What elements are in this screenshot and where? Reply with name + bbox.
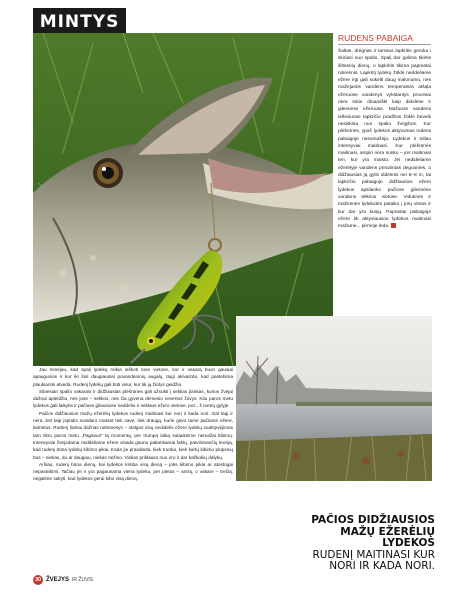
pull-quote-line: MAŽŲ EŽERĖLIŲ LYDEKOS <box>340 525 435 549</box>
magazine-name: ŽVEJYS <box>46 577 70 583</box>
end-mark-icon <box>391 223 396 228</box>
section-tag: MINTYS <box>33 8 126 36</box>
page-number: 30 <box>34 577 42 583</box>
article-paragraph: Jau minėjau, kad spalį lydekų reikia ieškoti tose vietose, kur ir vasarą buvo gausiai apaugusios ir kur iki šiol daugiausiai povandeninių augalų, taigi akivaizdu, kad pastebima plaukiantis atveda. Rudenį lydekų gali būti visur, kur tik jų žirdys geidžia. <box>33 367 233 387</box>
sidebar-body-text: Šaltas, drėgnas ir tamsus lapkritis geroka i skiriasi nuo spalio. Spalį dar galima tikėtis šiltesnių dienų, o lapkritis tikima paprastai niūresnis. Lapkritį lydekų žūklė neddeliame ežere irgi gali sukelti daug malonumo, nes mažėjantis vandens temperatūra atšąla ežeruose vandenys vykstantys procesai nėra tokie dinamiški kaip didelėse ir gilesnėse ežeruose. Mažuose vandens telkiniuose lapkričio pradžios žūklė beveik nesiskiria nuo spalio žvejybos. Kur plėšrūnės, ypač lydekos aktyvumas rudens pabaigoje nesumažėja. Lydekos ir toliau intensyviai maitinasi. Kur plėšrūnės maitinasi, ampiri nėra sunku – jos maitinasi ten, kur yra maisto. Jei nedideliame ežerėlyje vandens prisotintas deguonies, o didžiausias ją gylis didesnis nei 6–8 m, tai lapkričio pabaigoje didžiausios ežero lydekos apsilanko pačiose gilesnėse vandens telkinio vietose. Vidutinės ir mažesnės lydekutės pataiko į jūrų vietas ir kur dar yra kuojų. Paprastai pabaigoje ežere tik aktyviausios lydekos maitinasi mažame... <box>338 49 431 230</box>
article-body <box>33 366 233 566</box>
sidebar-text <box>338 48 431 230</box>
sidebar-end-text: pirmoje leda. <box>361 224 390 230</box>
pull-quote-line: NORI IR KADA NORI. <box>329 560 435 572</box>
sidebar-column <box>338 33 431 315</box>
article-paragraph: Aršiau, rudenį būna dienų, kai lydekos kimba visą dieną – joks kibimo pikai ar atostogai nepastebimi. Tačiau jei ir yra pagaunama viena lydeka, per pietus – antrą, o vakare – trečią, negalime sakyti, kad lydekos gerai kibo visą dieną. <box>33 461 233 482</box>
sidebar-heading: RUDENS PABAIGA <box>338 33 431 45</box>
pull-quote <box>300 515 435 573</box>
article-paragraph: Pačios didžiausios mažų ežerėlių lydekos rudenį maitinasi kur nori ir kada nori. Gal taip ir nėra, bet taip įspūdis susidaro matant tiek save, tiek draugų, kurie gavo tame pačiame ežere, laimėtus. Rudenį šalnai dažnas nebūnesys – stalgus visų nedidelio ežero lydekų suaktyvėjimas tam tikru paros metu „Pagavus" tą momentą, per trumpą laiką sulauksime nemažai kibimų. Intensyviai žvejodama neddeliame ežere visada gaunu pakankamai faktų, patvirtinančių teoriją, kad rudenį būna lydekų kibimo pikai. Kada jie prasideda, kiek trunka, kiek kartų kibimo piūpsnių bus – niekas, du ar daugiau, niekas nežino. Viskas priklauso nuo oro ir dar kažkokių dalykų. <box>33 410 233 460</box>
article-paragraph: Sibiesian spalio vakarais ir didžiausias plėšrūnės gali užsukti į seklias įlankas, kurios žvejai dažnai apleidžia, nes jose – seklios, nes čia gyvena dėmesio nevertos žuvys. Kitu paros metu lydekos gali laikytis ir pačiose gilausiose neddelio ir seklaus ežero vietose, pvz., š metrų gylyje. <box>33 388 233 409</box>
lake-photo <box>236 316 432 481</box>
pull-quote-line: RUDENĮ MAITINASI KUR <box>312 548 435 561</box>
pull-quote-line: PAČIOS DIDŽIAUSIOS <box>311 514 435 526</box>
page-footer <box>33 574 93 586</box>
magazine-subtitle: IR ŽUVIS <box>72 577 94 583</box>
